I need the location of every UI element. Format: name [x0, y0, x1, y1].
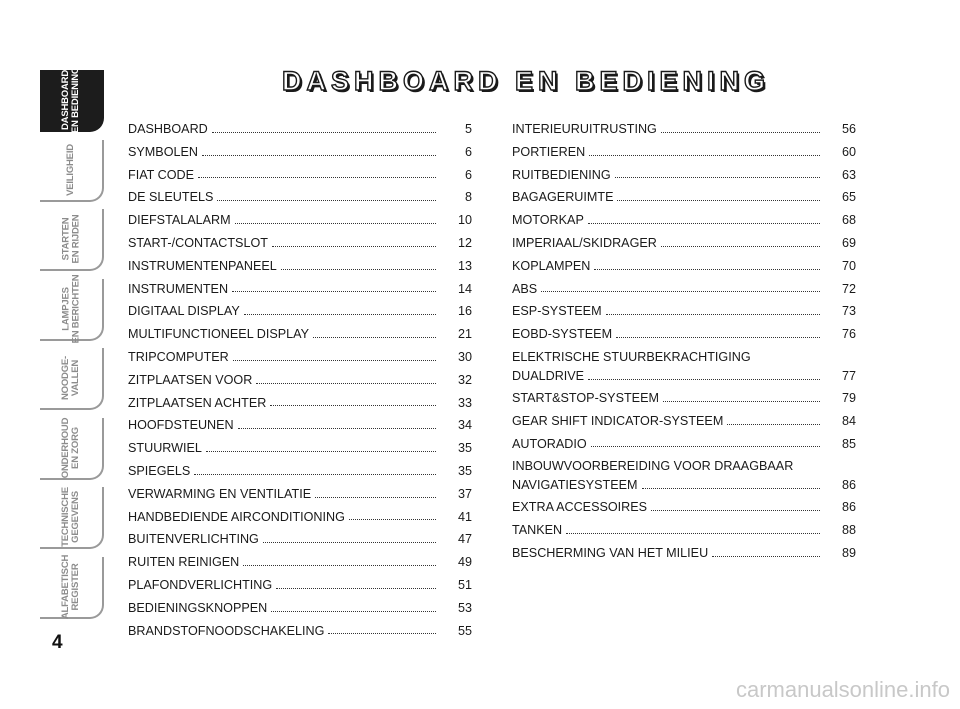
- toc-entry-page: 37: [457, 486, 472, 501]
- toc-dot-leader: [202, 155, 436, 156]
- chapter-tab-1[interactable]: [40, 140, 104, 202]
- toc-entry-title: RUITBEDIENING: [512, 167, 611, 182]
- toc-entry-title: MOTORKAP: [512, 213, 584, 228]
- toc-entry[interactable]: [128, 300, 472, 323]
- toc-dot-leader: [615, 177, 820, 178]
- chapter-tab-label-line1: LAMPJES: [60, 286, 72, 331]
- toc-entry-page: 51: [457, 577, 472, 592]
- chapter-tab-label-line2: EN RIJDEN: [69, 214, 81, 264]
- toc-entry-page: 33: [457, 395, 472, 410]
- toc-entry-page: 85: [841, 436, 856, 451]
- toc-entry[interactable]: [512, 387, 856, 410]
- toc-entry[interactable]: [128, 551, 472, 574]
- toc-dot-leader: [651, 510, 820, 511]
- toc-entry-page: 56: [841, 122, 856, 136]
- toc-dot-leader: [281, 269, 436, 270]
- toc-entry-page: 55: [457, 623, 472, 638]
- toc-dot-leader: [328, 633, 436, 634]
- toc-dot-leader: [661, 132, 820, 133]
- toc-entry-title: INSTRUMENTENPANEEL: [128, 258, 277, 273]
- toc-entry[interactable]: [128, 620, 472, 643]
- toc-entry-page: 10: [457, 213, 472, 228]
- toc-dot-leader: [606, 314, 820, 315]
- toc-entry[interactable]: [512, 346, 856, 387]
- chapter-tab-label-line2: REGISTER: [70, 563, 81, 610]
- toc-entry[interactable]: [512, 496, 856, 519]
- toc-entry-title: RUITEN REINIGEN: [128, 555, 240, 570]
- toc-entry-page: 68: [841, 213, 856, 228]
- toc-entry-page: 14: [457, 281, 472, 296]
- toc-dot-leader: [589, 155, 820, 156]
- toc-entry-page: 41: [457, 509, 472, 524]
- watermark: carmanualsonline.info: [735, 677, 950, 702]
- chapter-tab-label: [66, 144, 76, 196]
- toc-entry-title: ELEKTRISCHE STUURBEKRACHTIGING: [512, 349, 751, 364]
- toc-dot-leader: [541, 291, 820, 292]
- chapter-tab-label-line2: EN BEDIENING: [70, 66, 82, 134]
- toc-entry-page: 34: [457, 418, 472, 433]
- toc-entry-line2: [512, 476, 856, 495]
- toc-entry-title: INBOUWVOORBEREIDING VOOR DRAAGBAAR: [512, 459, 794, 474]
- toc-entry[interactable]: [512, 519, 856, 542]
- toc-entry[interactable]: [128, 232, 472, 255]
- toc-dot-leader: [663, 401, 820, 402]
- toc-entry-page: 47: [457, 532, 472, 547]
- toc-dot-leader: [712, 556, 820, 557]
- chapter-tab-label: [61, 356, 81, 400]
- toc-entry[interactable]: [512, 118, 856, 141]
- toc-entry[interactable]: [128, 574, 472, 597]
- toc-entry[interactable]: [512, 300, 856, 323]
- toc-dot-leader: [198, 177, 436, 178]
- chapter-tab-label-line1: VEILIGHEID: [65, 143, 76, 196]
- toc-entry-page: 79: [841, 390, 856, 405]
- chapter-tab-label-line1: ONDERHOUD: [59, 417, 71, 478]
- toc-dot-leader: [313, 337, 436, 338]
- toc-entry-title: MULTIFUNCTIONEEL DISPLAY: [128, 327, 310, 342]
- toc-entry[interactable]: [512, 186, 856, 209]
- toc-entry[interactable]: [128, 460, 472, 483]
- toc-entry-page: 6: [464, 167, 472, 182]
- toc-entry-page: 30: [457, 349, 472, 364]
- toc-entry-title: ZITPLAATSEN VOOR: [128, 372, 253, 387]
- toc-entry-page: 89: [841, 545, 856, 560]
- toc-entry-title: PLAFONDVERLICHTING: [128, 577, 273, 592]
- toc-entry-page: 70: [841, 258, 856, 273]
- toc-entry-title: ABS: [512, 281, 538, 296]
- toc-entry[interactable]: [128, 118, 472, 141]
- toc-entry-title: AUTORADIO: [512, 436, 587, 451]
- toc-entry[interactable]: [512, 323, 856, 346]
- toc-entry-page: 86: [841, 478, 856, 493]
- toc-entry[interactable]: [512, 164, 856, 187]
- toc-dot-leader: [566, 533, 820, 534]
- toc-entry-title: GEAR SHIFT INDICATOR-SYSTEEM: [512, 413, 724, 428]
- chapter-tab-7[interactable]: [40, 554, 104, 619]
- toc-entry-page: 35: [457, 441, 472, 456]
- toc-entry-title: TRIPCOMPUTER: [128, 349, 229, 364]
- toc-entry-page: 32: [457, 372, 472, 387]
- toc-entry-title: BRANDSTOFNOODSCHAKELING: [128, 623, 325, 638]
- toc-entry-page: 88: [841, 523, 856, 538]
- chapter-tab-label-line2: GEGEVENS: [69, 491, 81, 543]
- toc-entry-title: INSTRUMENTEN: [128, 281, 229, 296]
- toc-entry[interactable]: [128, 186, 472, 209]
- toc-dot-leader: [256, 383, 436, 384]
- toc-entry-line1: [512, 457, 856, 476]
- toc-dot-leader: [591, 446, 820, 447]
- toc-entry-page: 60: [841, 144, 856, 159]
- toc-dot-leader: [588, 379, 820, 380]
- toc-entry[interactable]: [128, 255, 472, 278]
- chapter-tab-label: [61, 67, 81, 133]
- toc-entry-title: VERWARMING EN VENTILATIE: [128, 486, 312, 501]
- toc-entry-title: DIGITAAL DISPLAY: [128, 304, 240, 319]
- toc-entry-page: 13: [457, 258, 472, 273]
- chapter-tab-4[interactable]: [40, 348, 104, 410]
- chapter-tab-3[interactable]: [40, 274, 104, 343]
- toc-dot-leader: [727, 424, 820, 425]
- toc-entry-page: 84: [841, 413, 856, 428]
- toc-dot-leader: [272, 246, 436, 247]
- toc-entry[interactable]: [128, 346, 472, 369]
- section-title: DASHBOARD EN BEDIENING: [282, 66, 771, 96]
- chapter-tab-label-line2: EN BERICHTEN: [70, 274, 82, 343]
- toc-entry-page: 63: [841, 167, 856, 182]
- toc-entry-page: 21: [457, 327, 472, 342]
- chapter-tab-label: [61, 487, 81, 547]
- toc-left-column: [128, 118, 472, 642]
- chapter-tab-label: [61, 554, 81, 618]
- toc-entry-page: 12: [457, 235, 472, 250]
- chapter-tab-label-line1: TECHNISCHE: [59, 487, 71, 547]
- toc-entry[interactable]: [128, 209, 472, 232]
- toc-dot-leader: [315, 497, 436, 498]
- toc-dot-leader: [617, 200, 820, 201]
- toc-entry-title: STUURWIEL: [128, 441, 202, 456]
- toc-dot-leader: [244, 314, 436, 315]
- toc-entry-title: BESCHERMING VAN HET MILIEU: [512, 545, 709, 560]
- toc-entry-title: START&STOP-SYSTEEM: [512, 390, 659, 405]
- chapter-tab-label-line1: STARTEN: [59, 217, 71, 261]
- toc-entry[interactable]: [512, 232, 856, 255]
- toc-entry-line2: [512, 367, 856, 386]
- toc-dot-leader: [276, 588, 436, 589]
- toc-entry-title: PORTIEREN: [512, 144, 586, 159]
- chapter-tab-label: [61, 215, 81, 264]
- toc-entry[interactable]: [128, 506, 472, 529]
- chapter-tab-0[interactable]: [40, 66, 104, 134]
- toc-dot-leader: [194, 474, 436, 475]
- toc-entry-title: ESP-SYSTEEM: [512, 304, 602, 319]
- toc-entry-page: 65: [841, 190, 856, 205]
- toc-entry-title: DE SLEUTELS: [128, 190, 214, 205]
- chapter-tab-label-line1: ALFABETISCH: [60, 554, 71, 619]
- toc-entry[interactable]: [128, 414, 472, 437]
- chapter-tab-label-line1: DASHBOARD: [60, 70, 72, 130]
- toc-entry[interactable]: [128, 141, 472, 164]
- toc-entry-page: 73: [841, 304, 856, 319]
- toc-entry-page: 76: [841, 327, 856, 342]
- toc-dot-leader: [263, 542, 436, 543]
- toc-entry[interactable]: [128, 369, 472, 392]
- toc-entry-title: BUITENVERLICHTING: [128, 532, 259, 547]
- toc-entry-title: START-/CONTACTSLOT: [128, 235, 268, 250]
- toc-entry-title: HOOFDSTEUNEN: [128, 418, 234, 433]
- toc-entry-title: TANKEN: [512, 523, 563, 538]
- toc-entry[interactable]: [128, 392, 472, 415]
- toc-entry-title: EXTRA ACCESSOIRES: [512, 500, 648, 515]
- toc-dot-leader: [232, 291, 436, 292]
- toc-entry-title: SPIEGELS: [128, 463, 191, 478]
- chapter-tab-label: [61, 274, 81, 343]
- toc-entry-title: FIAT CODE: [128, 167, 195, 182]
- toc-dot-leader: [642, 488, 821, 489]
- page-number: 4: [52, 632, 63, 653]
- toc-dot-leader: [238, 428, 436, 429]
- chapter-tab-label-line2: EN ZORG: [69, 426, 81, 469]
- toc-entry-title: INTERIEURUITRUSTING: [512, 122, 657, 136]
- toc-entry[interactable]: [128, 483, 472, 506]
- toc-entry[interactable]: [128, 278, 472, 301]
- toc-entry-title: SYMBOLEN: [128, 144, 198, 159]
- toc-dot-leader: [594, 269, 820, 270]
- toc-entry-page: 49: [457, 555, 472, 570]
- toc-entry-title: BAGAGERUIMTE: [512, 190, 614, 205]
- toc-entry[interactable]: [512, 209, 856, 232]
- toc-entry-title: EOBD-SYSTEEM: [512, 327, 613, 342]
- toc-entry-page: 53: [457, 600, 472, 615]
- chapter-tab-label-line2: VALLEN: [70, 359, 81, 397]
- toc-entry-page: 6: [464, 144, 472, 159]
- chapter-tab-label-line1: NOODGE-: [60, 356, 71, 400]
- toc-entry[interactable]: [128, 597, 472, 620]
- toc-dot-leader: [233, 360, 436, 361]
- toc-entry-page: 5: [464, 122, 472, 136]
- toc-dot-leader: [271, 611, 436, 612]
- toc-entry-title: ZITPLAATSEN ACHTER: [128, 395, 267, 410]
- toc-entry[interactable]: [512, 433, 856, 456]
- toc-entry[interactable]: [512, 141, 856, 164]
- toc-dot-leader: [349, 519, 436, 520]
- toc-entry-page: 86: [841, 500, 856, 515]
- toc-dot-leader: [217, 200, 436, 201]
- toc-entry-page: 8: [464, 190, 472, 205]
- chapter-tab-2[interactable]: [40, 209, 104, 271]
- chapter-tab-6[interactable]: [40, 487, 104, 549]
- toc-entry[interactable]: [512, 410, 856, 433]
- toc-dot-leader: [206, 451, 436, 452]
- toc-entry[interactable]: [512, 455, 856, 496]
- toc-entry[interactable]: [512, 542, 856, 565]
- toc-entry[interactable]: [128, 323, 472, 346]
- toc-dot-leader: [243, 565, 436, 566]
- toc-entry-page: 16: [457, 304, 472, 319]
- toc-entry-title-continued: NAVIGATIESYSTEEM: [512, 478, 638, 493]
- toc-entry-title: DASHBOARD: [128, 122, 208, 136]
- toc-entry-title-continued: DUALDRIVE: [512, 368, 585, 383]
- toc-entry-title: KOPLAMPEN: [512, 258, 591, 273]
- toc-entry-title: BEDIENINGSKNOPPEN: [128, 600, 268, 615]
- toc-entry-line1: [512, 348, 856, 367]
- toc-entry[interactable]: [128, 164, 472, 187]
- toc-entry[interactable]: [512, 255, 856, 278]
- toc-entry[interactable]: [512, 278, 856, 301]
- toc-entry-title: IMPERIAAL/SKIDRAGER: [512, 235, 657, 250]
- toc-dot-leader: [616, 337, 820, 338]
- toc-dot-leader: [588, 223, 820, 224]
- toc-entry-title: HANDBEDIENDE AIRCONDITIONING: [128, 509, 345, 524]
- toc-entry-page: 77: [841, 368, 856, 383]
- toc-dot-leader: [235, 223, 436, 224]
- toc-entry-title: DIEFSTALALARM: [128, 213, 231, 228]
- toc-entry-page: 35: [457, 463, 472, 478]
- toc-entry-page: 69: [841, 235, 856, 250]
- toc-right-column: [512, 118, 856, 565]
- chapter-tab-5[interactable]: [40, 418, 104, 480]
- toc-dot-leader: [212, 132, 436, 133]
- chapter-tab-label: [61, 417, 81, 477]
- toc-entry-page: 72: [841, 281, 856, 296]
- toc-dot-leader: [270, 405, 436, 406]
- toc-entry[interactable]: [128, 528, 472, 551]
- toc-dot-leader: [661, 246, 820, 247]
- toc-entry[interactable]: [128, 437, 472, 460]
